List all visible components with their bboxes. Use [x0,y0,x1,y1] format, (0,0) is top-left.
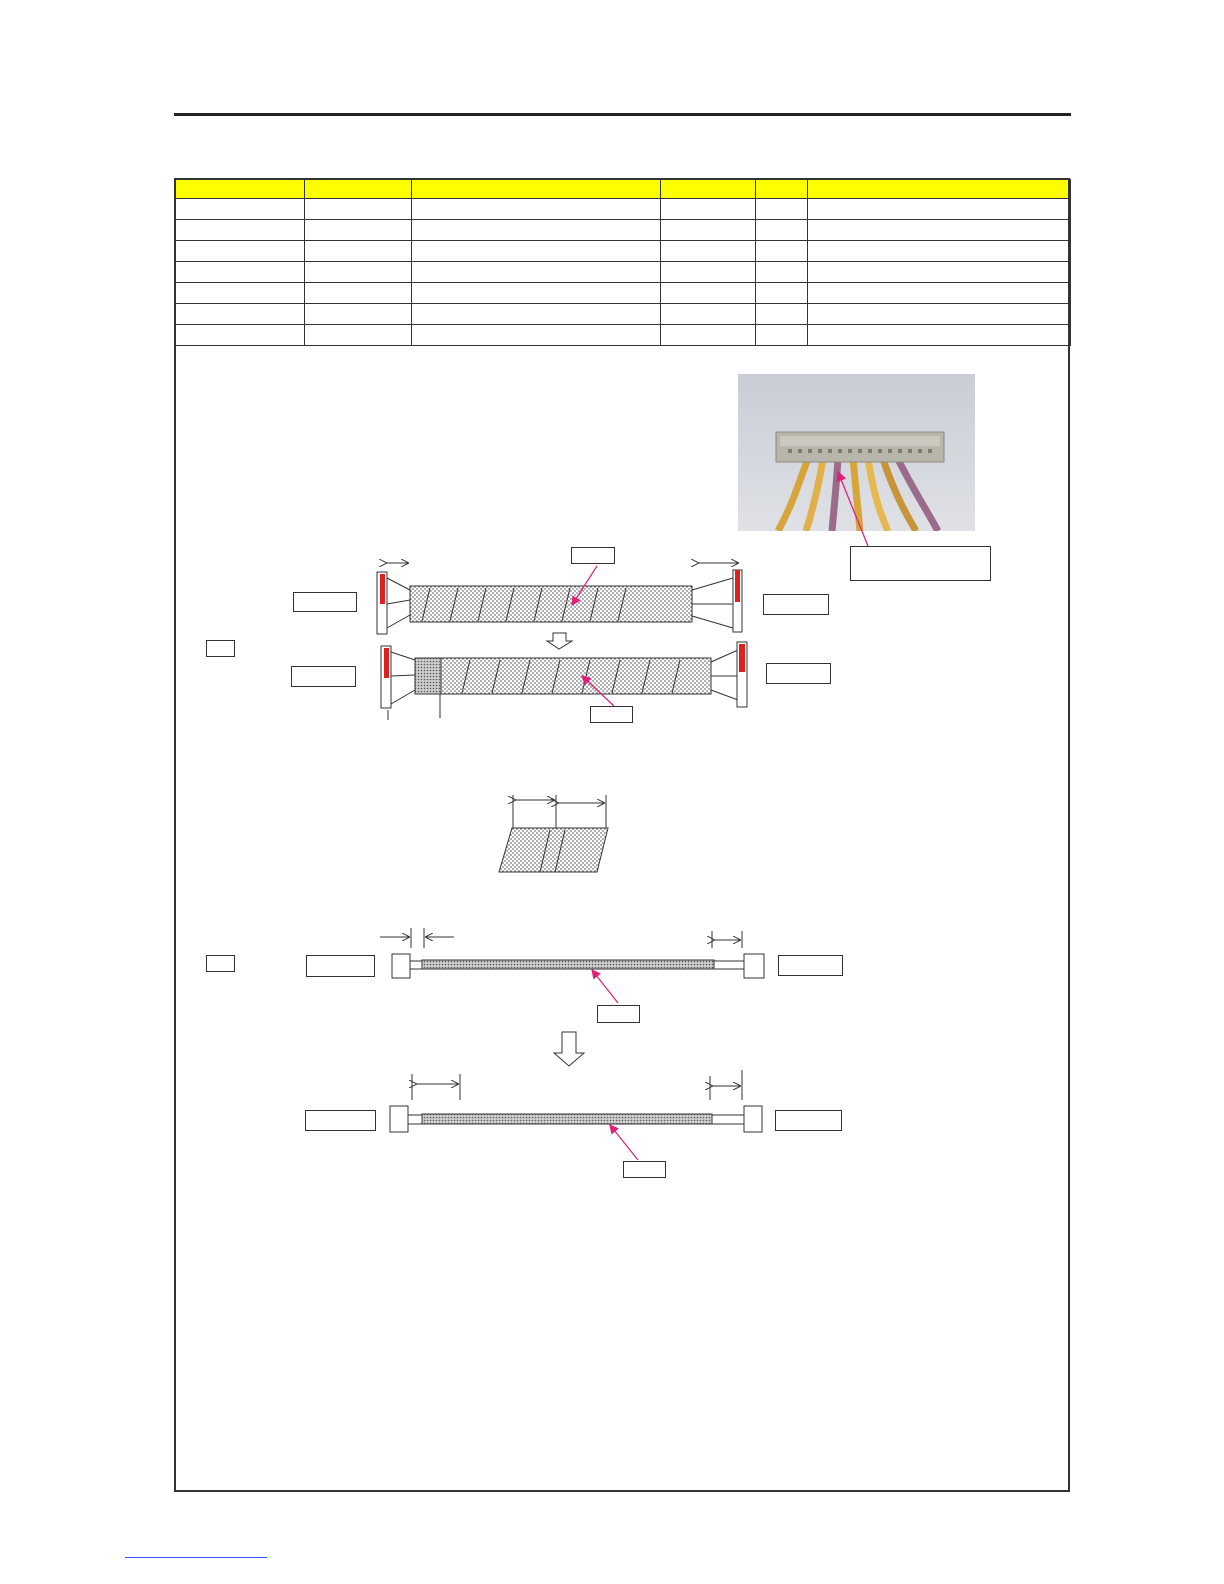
harness-b-after [390,1070,762,1160]
harness-b-before [380,928,764,1003]
step-b-marker [206,955,235,972]
down-arrow-icon [547,633,572,649]
connector-label-left-3 [306,955,375,977]
tape-label-top [571,547,615,564]
footer-link-underline[interactable] [125,1557,267,1558]
harness-a-before [377,563,742,634]
connector-label-right-3 [778,955,843,976]
tape-label-mid [590,706,633,723]
tape-label-b2 [623,1161,666,1178]
step-a-marker [206,640,235,657]
connector-label-right-4 [775,1110,842,1131]
connector-label-left-2 [291,666,356,687]
down-arrow-icon [554,1032,584,1066]
connector-label-left-4 [305,1110,376,1131]
harness-a-after [381,642,747,720]
connector-label-right-1 [763,594,829,615]
photo-callout-box [850,546,991,581]
photo-leader [838,472,868,546]
tape-overlap-detail [499,795,608,872]
tape-label-b1 [597,1005,640,1023]
connector-label-right-2 [766,663,831,684]
connector-label-left-1 [293,592,357,612]
